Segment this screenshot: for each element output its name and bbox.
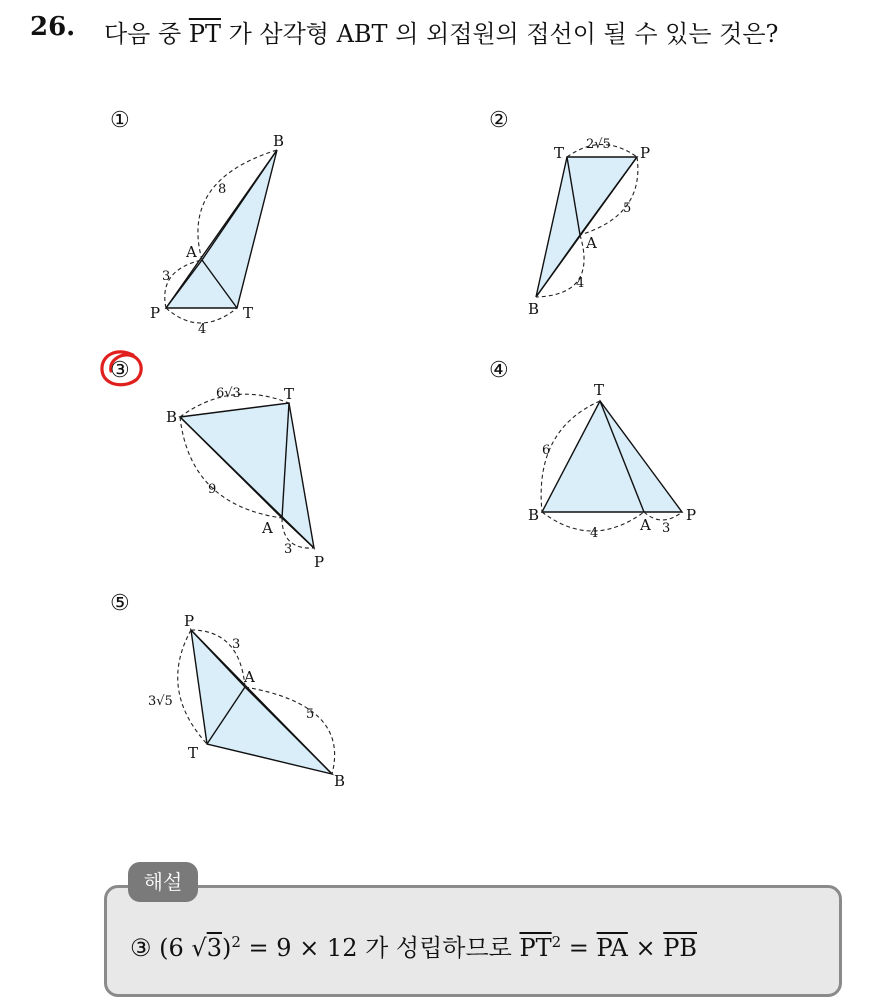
solution-segment-pb: $\overline{PB}$ (663, 934, 697, 962)
fig2-length-tp: 2√5 (586, 137, 611, 152)
solution-choice: ③ (130, 934, 152, 962)
fig4-length-ap: 3 (662, 521, 671, 536)
fig2-length-pa: 5 (623, 201, 632, 216)
figure-1 (140, 120, 300, 340)
fig5-point-p: P (184, 612, 195, 630)
fig3-point-t: T (284, 385, 295, 403)
fig4-point-p: P (686, 506, 697, 524)
fig2-point-b: B (528, 300, 540, 318)
choice-5[interactable] (110, 589, 144, 623)
figure-2 (520, 130, 670, 330)
solution-pt-exponent: 2 (551, 933, 562, 951)
fig5-length-ab: 5 (306, 707, 315, 722)
fig5-length-pt: 3√5 (148, 694, 173, 709)
figure-5 (140, 610, 360, 800)
fig3-point-a: A (262, 519, 273, 537)
fig4-length-bt: 6 (542, 443, 551, 458)
solution-sqrt-radicand: 3 (206, 934, 222, 962)
choice-5-label: ⑤ (110, 591, 130, 616)
fig1-length-pt: 4 (198, 322, 207, 337)
sqrt-sign: √ (191, 934, 207, 962)
solution-equation: = 9 × 12 가 성립하므로 (240, 934, 520, 962)
choice-3-label: ③ (110, 358, 130, 383)
fig3-point-b: B (166, 408, 178, 426)
solution-times: × (627, 934, 664, 962)
fig3-point-p: P (314, 553, 325, 571)
fig1-point-b: B (273, 132, 285, 150)
fig1-length-pa: 3 (162, 269, 171, 284)
fig1-point-a: A (186, 243, 197, 261)
solution-segment-pt: $\overline{PT}$ (519, 934, 552, 962)
fig2-point-a: A (586, 234, 597, 252)
fig4-point-b: B (528, 506, 540, 524)
fig3-length-ba: 9 (208, 482, 217, 497)
fig5-length-pa: 3 (232, 637, 241, 652)
solution-expr-open: (6 (159, 934, 192, 962)
figure-4 (520, 380, 710, 555)
question-text-after: 가 삼각형 ABT 의 외접원의 접선이 될 수 있는 것은? (220, 20, 779, 48)
fig1-point-t: T (243, 304, 254, 322)
solution-tab: 해설 (128, 862, 198, 902)
choice-4-label: ④ (489, 358, 509, 383)
solution-segment-pa: $\overline{PA}$ (596, 934, 628, 962)
fig5-point-t: T (188, 744, 199, 762)
fig5-point-a: A (244, 668, 255, 686)
solution-text (130, 928, 697, 963)
choice-4[interactable] (489, 356, 523, 390)
fig3-length-ap: 3 (284, 542, 293, 557)
question-text (104, 14, 778, 49)
choice-1-label: ① (110, 108, 130, 133)
choice-2[interactable] (489, 106, 523, 140)
fig2-point-t: T (554, 144, 565, 162)
fig5-point-b: B (334, 772, 346, 790)
fig1-length-ab: 8 (218, 182, 227, 197)
fig2-length-ab: 4 (576, 276, 585, 291)
solution-expr-close: ) (222, 934, 232, 962)
figure-3 (160, 375, 360, 575)
fig4-point-a: A (640, 516, 651, 534)
fig3-length-bt: 6√3 (216, 386, 241, 401)
solution-exponent: 2 (231, 933, 241, 951)
choice-2-label: ② (489, 108, 509, 133)
solution-equals: = (561, 934, 597, 962)
question-text-before: 다음 중 (104, 20, 189, 48)
choice-3[interactable] (110, 356, 144, 390)
fig4-point-t: T (594, 381, 605, 399)
choice-1[interactable] (110, 106, 144, 140)
fig4-length-ba: 4 (590, 526, 599, 541)
segment-pt: $\overline{PT}$ (188, 20, 221, 48)
fig1-point-p: P (150, 304, 161, 322)
question-number: 26. (30, 12, 76, 42)
fig2-point-p: P (640, 144, 651, 162)
